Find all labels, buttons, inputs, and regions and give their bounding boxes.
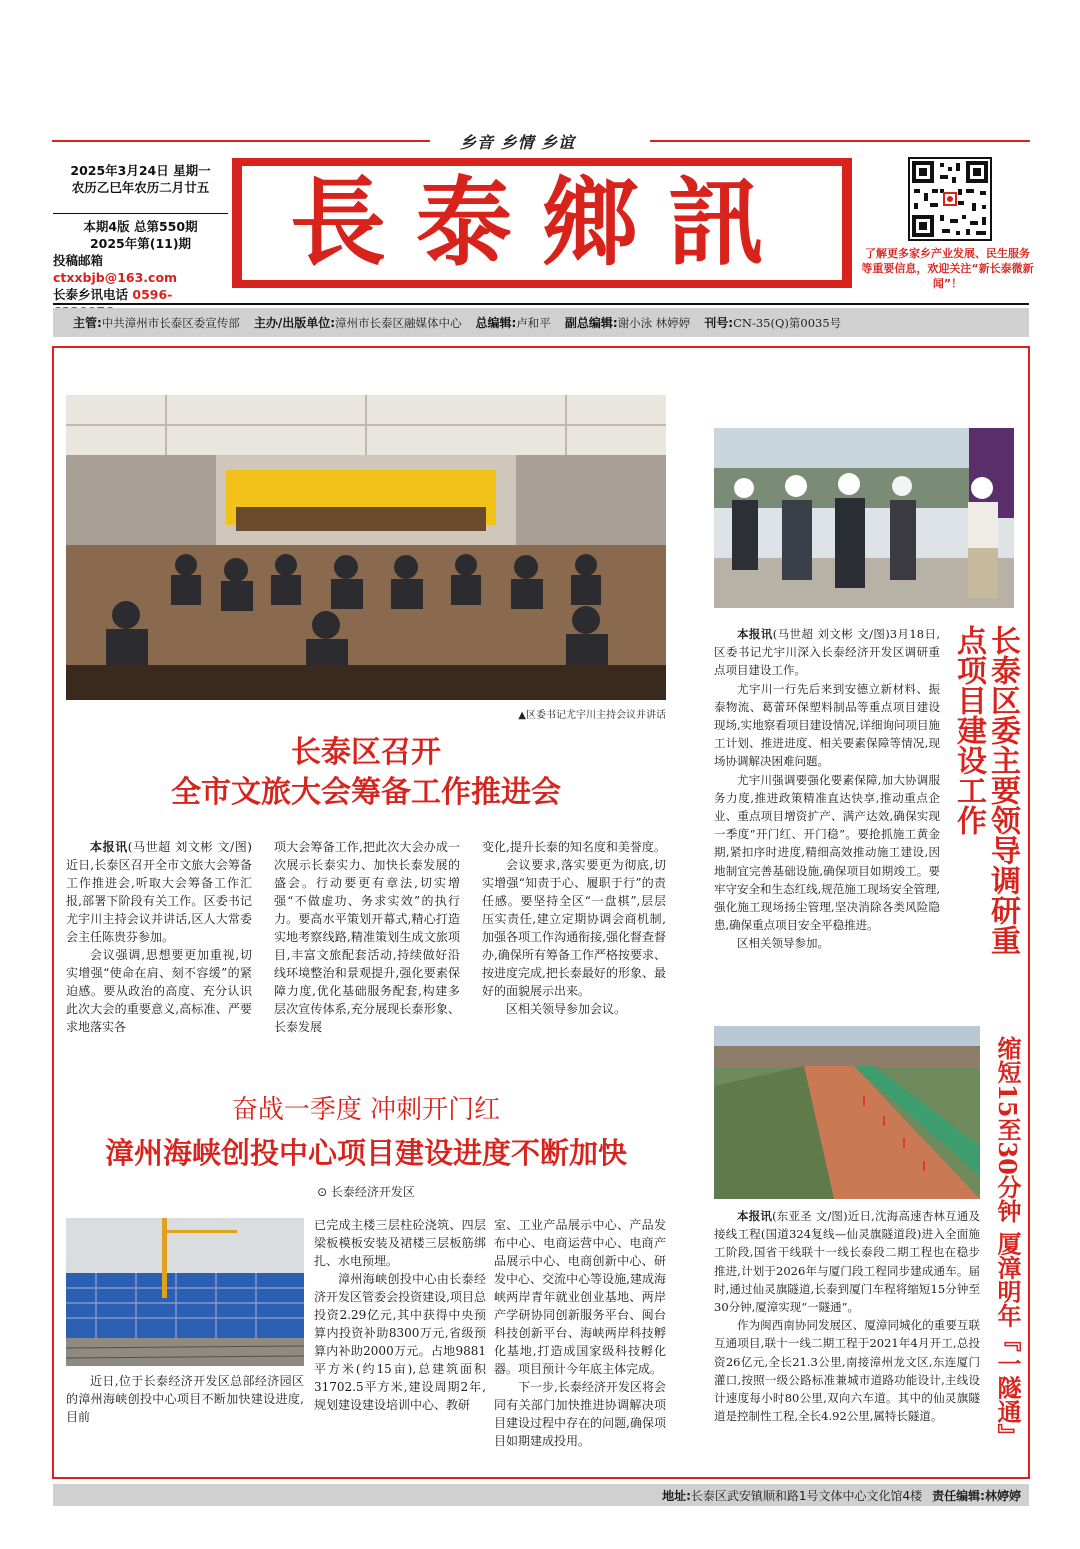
article3-col2	[314, 1216, 486, 1414]
deputy-editor-label: 副总编辑:	[564, 316, 618, 330]
article1-col3a-text: 变化,提升长泰的知名度和美誉度。	[482, 840, 666, 854]
article1-col3	[482, 838, 666, 1018]
qr-code-icon	[908, 157, 992, 241]
article3-col2b: 漳州海峡创投中心由长泰经济开发区管委会投资建设,项目总投资2.29亿元,其中获得中央预算内投资补助8300万元,省级预算内补助2000万元。占地9881平方米(约15亩),总建筑面积31702.5平方米,建设周期2年,规划建设建设培训中心、教研	[314, 1272, 486, 1412]
article3-p1: 近日,位于长泰经济开发区总部经济园区的漳州海峡创投中心项目不断加快建设进度,目前	[66, 1374, 304, 1424]
sponsor-label: 主管:	[73, 316, 102, 330]
article3-col2a: 已完成主楼三层柱砼浇筑、四层梁板模板安装及裙楼三层板筋绑扎、水电预埋。	[314, 1218, 486, 1268]
site-visit-photo	[714, 428, 1014, 608]
article3-col1	[66, 1372, 304, 1426]
article2-title: 长泰区委主要领导调研重点项目建设工作	[951, 625, 1020, 955]
masthead-title: 長泰鄉訊	[290, 166, 794, 279]
article4-title: 缩短15至30分钟 厦漳明年『一隧通』	[993, 1036, 1022, 1448]
construction-photo	[66, 1218, 304, 1366]
article4-lead: 本报讯	[737, 1209, 773, 1223]
article1-lead: 本报讯	[90, 840, 128, 854]
qr-promo-text: 了解更多家乡产业发展、民生服务等重要信息，欢迎关注“新长泰微新闻”！	[861, 247, 1034, 290]
sponsor-value: 中共漳州市长泰区委宣传部	[101, 315, 240, 330]
article2-lead: 本报讯	[737, 627, 773, 641]
deputy-editor-value: 谢小泳 林婷婷	[617, 315, 691, 330]
article3-col3b: 下一步,长泰经济开发区将会同有关部门加快推进协调解决项目建设过程中存在的问题,确保项目如期建成投用。	[494, 1380, 666, 1448]
issue-line2: 2025年第(11)期	[89, 236, 192, 251]
article2-p3: 尤宇川强调要强化要素保障,加大协调服务力度,推进政策精准直达快享,推动重点企业、重点项目增资扩产、满产达效,确保实现一季度“开门红、开门稳”。要抢抓施工黄金期,紧扣序时进度,精细高效推动施工建设,因地制宜完善基础设施,确保项目如期竣工。要牢守安全和生态红线,规范施工现场安全管理,强化施工现场扬尘管理,坚决消除各类风险隐患,确保重点项目安全平稳推进。	[714, 772, 940, 933]
address-label: 地址:	[662, 1488, 691, 1503]
publication-code-value: CN-35(Q)第0035号	[733, 315, 842, 330]
phone-label: 长泰乡讯电话	[53, 287, 129, 302]
info-bar	[53, 308, 1029, 337]
infobar-top-rule	[53, 303, 1029, 305]
email-label: 投稿邮箱	[53, 253, 104, 268]
phone-value: 0596-	[132, 287, 173, 302]
article3-col3a: 室、工业产品展示中心、产品发布中心、电商运营中心、电商产品展示中心、电商创新中心、研发中心、交流中心等设施,建成海峡两岸青年就业创业基地、两岸产学研协同创新服务平台、闽台科技创新平台、海峡两岸科技孵化基地,打造成国家级科技孵化器。项目预计今年底主体完成。	[494, 1218, 666, 1376]
article1-col1	[66, 838, 252, 1036]
article3-kicker: 奋战一季度 冲刺开门红	[231, 1095, 501, 1125]
footer-bar	[53, 1484, 1029, 1506]
conference-photo	[66, 395, 666, 700]
publisher-label: 主办/出版单位:	[253, 316, 335, 330]
article1-title-line2: 全市文旅大会筹备工作推进会	[171, 775, 561, 810]
issue-line1: 本期4版 总第550期	[83, 219, 198, 234]
article1-col2	[274, 838, 460, 1036]
article1-col3b-text: 会议要求,落实要更为彻底,切实增强“知责于心、履职于行”的责任感。要坚持全区“一盘棋”,层层压实责任,建立定期协调会商机制,加强各项工作沟通衔接,强化督查督办,确保所有筹备工作严格按要求、按进度完成,把长泰最好的形象、最好的面貌展示出来。	[482, 858, 666, 998]
top-rule-left	[52, 140, 430, 142]
editor-label: 责任编辑:	[932, 1488, 985, 1503]
date-line1: 2025年3月24日 星期一	[70, 163, 211, 178]
article3-title: 漳州海峡创投中心项目建设进度不断加快	[104, 1136, 627, 1170]
date-divider	[53, 213, 228, 214]
article1-col1b-text: 会议强调,思想要更加重视,切实增强“使命在肩、刻不容缓”的紧迫感。要从政治的高度、充分认识此次大会的重要意义,高标准、严要求地落实各	[66, 948, 252, 1034]
address-value: 长泰区武安镇顺和路1号文体中心文化馆4楼	[690, 1488, 923, 1503]
article1-col1-text: (马世超 刘文彬 文/图)近日,长泰区召开全市文旅大会筹备工作推进会,听取大会筹备工作汇报,部署下阶段有关工作。区委书记尤宇川主持会议并讲话,区人大常委会主任陈贵芬参加。	[66, 840, 252, 944]
date-line2: 农历乙巳年农历二月廿五	[71, 180, 210, 195]
article1-col3c-text: 区相关领导参加会议。	[506, 1002, 627, 1016]
editor-value: 林婷婷	[984, 1488, 1021, 1503]
publisher-value: 漳州市长泰区融媒体中心	[335, 315, 462, 330]
article4-p1: (东亚圣 文/图)近日,沈海高速杏林互通及接线工程(国道324复线—仙灵旗隧道段)进入全面施工阶段,国省干线联十一线长泰段二期工程也在稳步推进,计划于2026年与厦门段工程同步建成通车。届时,通过仙灵旗隧道,长泰到厦门车程将缩短15分钟至30分钟,厦漳实现“一隧通”。	[714, 1209, 980, 1315]
chief-editor-label: 总编辑:	[475, 316, 517, 330]
article1-col2-text: 项大会筹备工作,把此次大会办成一次展示长泰实力、加快长泰发展的盛会。行动要更有章法,切实增强“不做虚功、务求实效”的执行力。要高水平策划开幕式,精心打造实地考察线路,精准策划生成文旅项目,丰富文旅配套活动,持续做好沿线环境整治和景观提升,强化要素保障力度,优化基础服务配套,构建多层次宣传体系,充分展现长泰形象、长泰发展	[274, 840, 460, 1034]
masthead-slogan: 乡音 乡情 乡谊	[460, 133, 576, 152]
highway-construction-photo	[714, 1026, 980, 1199]
article4-body	[714, 1207, 980, 1425]
email-value: ctxxbjb@163.com	[53, 270, 178, 285]
date-block	[53, 162, 228, 196]
conference-photo-caption: ▲区委书记尤宇川主持会议并讲话	[518, 710, 666, 721]
masthead-title-box	[232, 158, 852, 288]
article4-p2: 作为闽西南协同发展区、厦漳同城化的重要互联互通项目,联十一线二期工程于2021年4月开工,总投资26亿元,全长21.3公里,南接漳州龙文区,东连厦门灌口,按照一级公路标准兼城市道路功能设计,主线设计速度每小时80公里,双向六车道。其中的仙灵旗隧道是控制性工程,全长4.92公里,属特长隧道。	[714, 1318, 980, 1424]
article3-byline: ⊙ 长泰经济开发区	[317, 1185, 415, 1199]
article2-p4: 区相关领导参加。	[737, 936, 829, 951]
chief-editor-value: 卢和平	[516, 315, 551, 330]
publication-code-label: 刊号:	[704, 316, 734, 330]
article3-col3	[494, 1216, 666, 1450]
article2-body	[714, 625, 940, 953]
article1-title	[66, 733, 666, 813]
article2-p1: (马世超 刘文彬 文/图)3月18日,区委书记尤宇川深入长泰经济开发区调研重点项目建设工作。	[714, 627, 941, 678]
article2-p2: 尤宇川一行先后来到安德立新材料、振泰物流、葛蕾环保塑料制品等重点项目建设现场,实地察看项目建设情况,详细询问项目施工计划、推进进度、相关要素保障等情况,现场协调解决困难问题。	[714, 681, 940, 769]
article1-title-line1: 长泰区召开	[291, 735, 441, 770]
top-rule-right	[650, 140, 1030, 142]
